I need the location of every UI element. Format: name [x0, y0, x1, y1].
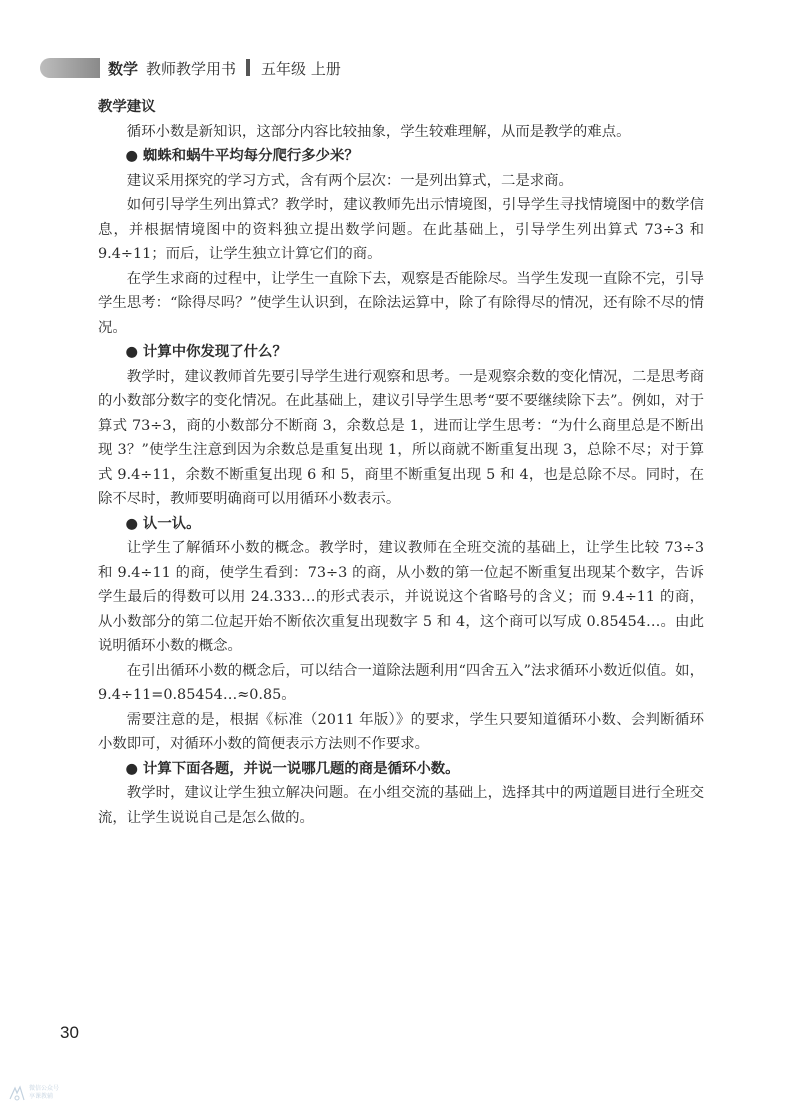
- paragraph-intro: 循环小数是新知识，这部分内容比较抽象，学生较难理解，从而是教学的难点。: [126, 123, 631, 140]
- page-number: 30: [60, 1023, 79, 1042]
- header-subject: 数学: [108, 60, 139, 78]
- paragraph: 在引出循环小数的概念后，可以结合一道除法题利用“四舍五入”法求循环小数近似值。如，9.4÷11=0.85454…≈0.85。: [98, 662, 704, 703]
- bullet-heading-spider-snail: ● 蜘蛛和蜗牛平均每分爬行多少米？: [125, 148, 359, 164]
- header-separator: [246, 59, 250, 76]
- page-content: [98, 95, 704, 830]
- header-book-title: 教师教学用书: [146, 60, 237, 78]
- watermark-line-2: 享课教辅: [29, 1093, 54, 1100]
- paragraph: 教学时，建议让学生独立解决问题。在小组交流的基础上，选择其中的两道题目进行全班交流，让学生说说自己是怎么做的。: [98, 785, 704, 826]
- paragraph: 让学生了解循环小数的概念。教学时，建议教师在全班交流的基础上，让学生比较 73÷3 和 9.4÷11 的商，使学生看到：73÷3 的商，从小数的第一位起不断重复出现某个数字，告诉学生最后的得数可以用 24.333…的形式表示，并说说这个省略号的含义；而 9.4÷11 的商，从小数部分的第二位起开始不断依次重复出现数字 5 和 4，这个商可以写成 0.85454…。由此说明循环小数的概念。: [98, 540, 704, 654]
- bullet-heading-exercises: ● 计算下面各题，并说一说哪几题的商是循环小数。: [125, 760, 460, 777]
- bullet-heading-recognize: ● 认一认。: [125, 515, 201, 532]
- paragraph: 建议采用探究的学习方式，含有两个层次：一是列出算式，二是求商。: [126, 172, 573, 189]
- watermark-line-1: 微信公众号: [29, 1085, 60, 1092]
- watermark-logo-icon: [7, 1084, 27, 1104]
- running-header: [108, 59, 341, 79]
- header-grade: 五年级: [261, 60, 307, 78]
- header-band-decoration: [40, 58, 100, 78]
- paragraph: 需要注意的是，根据《标准（2011 年版）》的要求，学生只要知道循环小数、会判断循环小数即可，对循环小数的简便表示方法则不作要求。: [98, 711, 704, 752]
- paragraph: 在学生求商的过程中，让学生一直除下去，观察是否能除尽。当学生发现一直除不完，引导学生思考：“除得尽吗？”使学生认识到，在除法运算中，除了有除得尽的情况，还有除不尽的情况。: [98, 270, 704, 336]
- bullet-heading-discovery: ● 计算中你发现了什么？: [125, 344, 287, 360]
- watermark-text: [29, 1085, 59, 1101]
- section-title: 教学建议: [98, 99, 156, 115]
- header-volume: 上册: [310, 60, 341, 78]
- paragraph: 教学时，建议教师首先要引导学生进行观察和思考。一是观察余数的变化情况，二是思考商的小数部分数字的变化情况。在此基础上，建议引导学生思考“要不要继续除下去”。例如，对于算式 73÷3，商的小数部分不断商 3，余数总是 1，进而让学生思考：“为什么商里总是不断出现 3？”使学生注意到因为余数总是重复出现 1，所以商就不断重复出现 3，总除不尽；对于算式 9.4÷11，余数不断重复出现 6 和 5，商里不断重复出现 5 和 4，也是总除不尽。同时，在除不尽时，教师要明确商可以用循环小数表示。: [98, 368, 704, 507]
- paragraph: 如何引导学生列出算式？教学时，建议教师先出示情境图，引导学生寻找情境图中的数学信息，并根据情境图中的资料独立提出数学问题。在此基础上，引导学生列出算式 73÷3 和 9.4÷11；而后，让学生独立计算它们的商。: [98, 197, 704, 262]
- watermark: [5, 1082, 85, 1108]
